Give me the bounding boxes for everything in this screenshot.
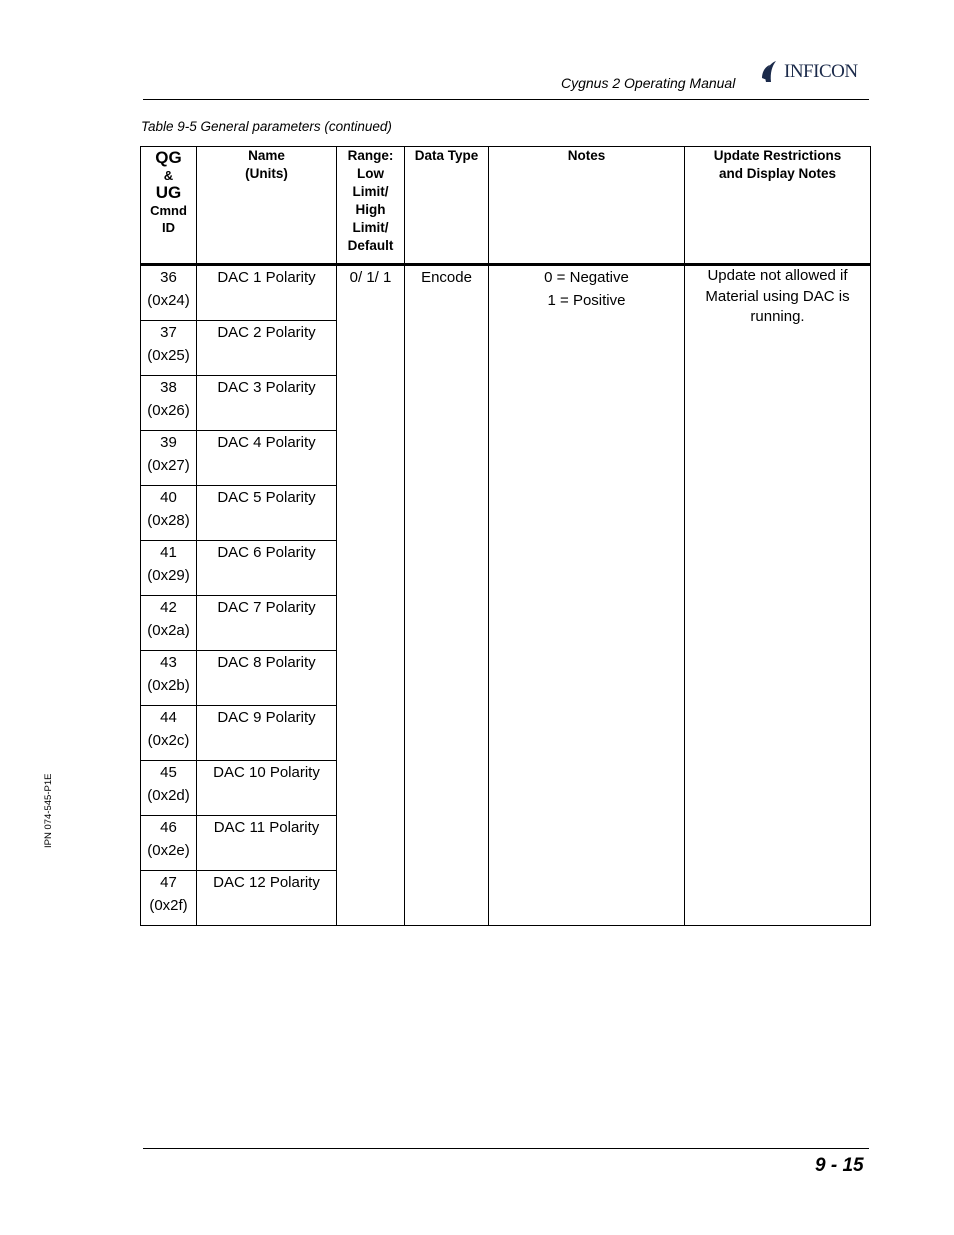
cmnd-id-cell	[141, 871, 197, 926]
parameter-name: DAC 4 Polarity	[197, 431, 337, 486]
cmnd-hex: (0x29)	[147, 567, 190, 584]
parameter-name: DAC 3 Polarity	[197, 376, 337, 431]
cmnd-hex: (0x2b)	[147, 677, 190, 694]
header-notes: Notes	[489, 147, 685, 265]
cmnd-hex: (0x28)	[147, 512, 190, 529]
cmnd-id: 40	[160, 489, 177, 506]
update-restrictions-cell	[685, 265, 871, 926]
header-units-label: (Units)	[245, 166, 288, 181]
cmnd-hex: (0x2c)	[147, 732, 190, 749]
parameter-name: DAC 9 Polarity	[197, 706, 337, 761]
cmnd-hex: (0x25)	[147, 347, 190, 364]
general-parameters-table	[140, 146, 871, 926]
notes-cell	[489, 265, 685, 926]
header-update-line: and Display Notes	[718, 166, 837, 181]
header-amp: &	[163, 168, 174, 183]
cmnd-id: 45	[160, 764, 177, 781]
header-update-line: Update Restrictions	[713, 148, 842, 163]
cmnd-hex: (0x2a)	[147, 622, 190, 639]
header-cmnd: Cmnd	[150, 203, 187, 218]
cmnd-hex: (0x2f)	[149, 897, 188, 914]
cmnd-id-cell	[141, 265, 197, 321]
update-line: running.	[750, 308, 805, 325]
notes-line: 0 = Negative	[544, 269, 629, 286]
header-rule	[143, 99, 869, 100]
cmnd-id-cell	[141, 541, 197, 596]
table-caption: Table 9-5 General parameters (continued)	[141, 119, 392, 134]
cmnd-id: 37	[160, 324, 177, 341]
footer-rule	[143, 1148, 869, 1149]
cmnd-hex: (0x26)	[147, 402, 190, 419]
header-id: ID	[162, 220, 175, 235]
parameter-name: DAC 6 Polarity	[197, 541, 337, 596]
header-range-line: Range:	[347, 148, 394, 163]
data-type-cell: Encode	[405, 265, 489, 926]
cmnd-id: 44	[160, 709, 177, 726]
cmnd-id: 39	[160, 434, 177, 451]
header-cmnd-id	[141, 147, 197, 265]
header-range-line: High	[355, 202, 386, 217]
page-number: 9 - 15	[815, 1155, 864, 1176]
cmnd-id: 38	[160, 379, 177, 396]
notes-line: 1 = Positive	[547, 292, 626, 309]
update-line: Material using DAC is	[705, 287, 850, 305]
header-name-label: Name	[248, 148, 285, 163]
cmnd-hex: (0x27)	[147, 457, 190, 474]
table-row	[141, 265, 871, 321]
cmnd-id-cell	[141, 431, 197, 486]
parameter-name: DAC 7 Polarity	[197, 596, 337, 651]
cmnd-hex: (0x24)	[147, 292, 190, 309]
header-range-line: Limit/	[352, 184, 389, 199]
cmnd-id: 43	[160, 654, 177, 671]
cmnd-id-cell	[141, 321, 197, 376]
cmnd-id-cell	[141, 651, 197, 706]
parameter-name: DAC 2 Polarity	[197, 321, 337, 376]
inficon-logo	[760, 58, 872, 84]
cmnd-id-cell	[141, 376, 197, 431]
cmnd-id-cell	[141, 486, 197, 541]
cmnd-id-cell	[141, 816, 197, 871]
cmnd-hex: (0x2d)	[147, 787, 190, 804]
ipn-side-label: IPN 074-545-P1E	[43, 773, 54, 848]
range-cell: 0/ 1/ 1	[337, 265, 405, 926]
logo-text: INFICON	[784, 61, 858, 82]
header-name	[197, 147, 337, 265]
header-update-restrictions	[685, 147, 871, 265]
header-data-type: Data Type	[405, 147, 489, 265]
header-range-line: Low	[357, 166, 384, 181]
update-line: Update not allowed if	[707, 267, 848, 284]
parameter-name: DAC 8 Polarity	[197, 651, 337, 706]
manual-title: Cygnus 2 Operating Manual	[561, 75, 736, 91]
cmnd-id: 46	[160, 819, 177, 836]
cmnd-id: 36	[160, 269, 177, 286]
header-ug: UG	[155, 183, 182, 202]
cmnd-id: 47	[160, 874, 177, 891]
cmnd-id: 41	[160, 544, 177, 561]
parameter-name: DAC 11 Polarity	[197, 816, 337, 871]
cmnd-id-cell	[141, 596, 197, 651]
header-qg: QG	[155, 148, 182, 167]
header-range-line: Limit/	[352, 220, 389, 235]
table-header-row	[141, 147, 871, 265]
cmnd-id: 42	[160, 599, 177, 616]
header-range	[337, 147, 405, 265]
parameter-name: DAC 10 Polarity	[197, 761, 337, 816]
parameter-name: DAC 12 Polarity	[197, 871, 337, 926]
parameter-name: DAC 5 Polarity	[197, 486, 337, 541]
cmnd-hex: (0x2e)	[147, 842, 190, 859]
cmnd-id-cell	[141, 761, 197, 816]
parameter-name: DAC 1 Polarity	[197, 265, 337, 321]
inficon-swoosh-logo-icon	[760, 58, 784, 84]
cmnd-id-cell	[141, 706, 197, 761]
header-range-line: Default	[347, 238, 394, 253]
